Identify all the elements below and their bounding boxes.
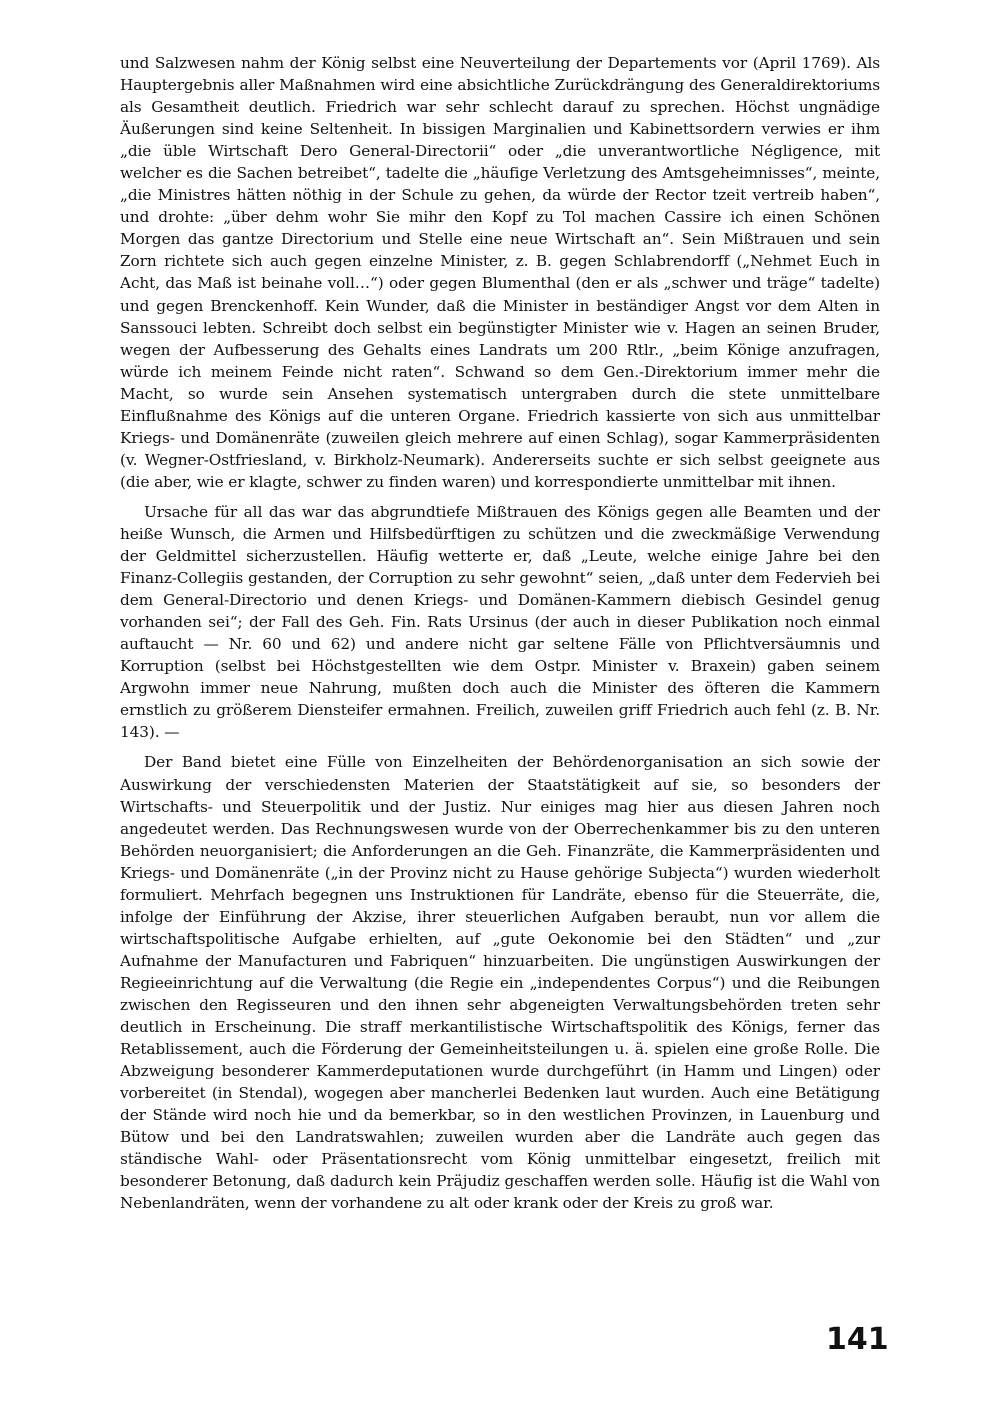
page-number: 141 xyxy=(826,1322,889,1357)
paragraph-1: und Salzwesen nahm der König selbst eine Neuverteilung der Departements vor (April 1769). Als Hauptergebnis aller Maßnahmen wird eine absichtliche Zurückdrängung des Generaldirektoriums als Gesamtheit deutlich. Friedrich war sehr schlecht darauf zu sprechen. Höchst ungnädige Äußerungen sind keine Seltenheit. In bissigen Marginalien und Kabinettsordern verwies er ihm „die üble Wirtschaft Dero General-Directorii“ oder „die unverantwortliche Négligence, mit welcher es die Sachen betreibet“, tadelte die „häufige Verletzung des Amtsgeheimnisses“, meinte, „die Ministres hätten nöthig in der Schule zu gehen, da würde der Rector tzeit vertreib haben“, und drohte: „über dehm wohr Sie mihr den Kopf zu Tol machen Cassire ich einen Schönen Morgen das gantze Directorium und Stelle eine neue Wirtschaft an“. Sein Mißtrauen und sein Zorn richtete sich auch gegen einzelne Minister, z. B. gegen Schlabrendorff („Nehmet Euch in Acht, das Maß ist beinahe voll…“) oder gegen Blumenthal (den er als „schwer und träge“ tadelte) und gegen Brenckenhoff. Kein Wunder, daß die Minister in beständiger Angst vor dem Alten in Sanssouci lebten. Schreibt doch selbst ein begünstigter Minister wie v. Hagen an seinen Bruder, wegen der Aufbesserung des Gehalts eines Landrats um 200 Rtlr., „beim Könige anzufragen, würde ich meinem Feinde nicht raten“. Schwand so dem Gen.-Direktorium immer mehr die Macht, so wurde sein Ansehen systematisch untergraben durch die stete unmittelbare Einflußnahme des Königs auf die unteren Organe. Friedrich kassierte von sich aus unmittelbar Kriegs- und Domänenräte (zuweilen gleich mehrere auf einen Schlag), sogar Kammerpräsidenten (v. Wegner-Ostfriesland, v. Birkholz-Neumark). Andererseits suchte er sich selbst geeignete aus (die aber, wie er klagte, schwer zu finden waren) und korrespondierte unmittelbar mit ihnen. xyxy=(120,54,880,491)
page-body xyxy=(120,52,880,1214)
paragraph-3: Der Band bietet eine Fülle von Einzelheiten der Behördenorganisation an sich sowie der Auswirkung der verschiedensten Materien der Staatstätigkeit auf sie, so besonders der Wirtschafts- und Steuerpolitik und der Justiz. Nur einiges mag hier aus diesen Jahren noch angedeutet werden. Das Rechnungswesen wurde von der Oberrechenkammer bis zu den unteren Behörden neuorganisiert; die Anforderungen an die Geh. Finanzräte, die Kammerpräsidenten und Kriegs- und Domänenräte („in der Provinz nicht zu Hause gehörige Subjecta“) wurden wiederholt formuliert. Mehrfach begegnen uns Instruktionen für Landräte, ebenso für die Steuerräte, die, infolge der Einführung der Akzise, ihrer steuerlichen Aufgaben beraubt, nun vor allem die wirtschaftspolitische Aufgabe erhielten, auf „gute Oekonomie bei den Städten“ und „zur Aufnahme der Manufacturen und Fabriquen“ hinzuarbeiten. Die ungünstigen Auswirkungen der Regieeinrichtung auf die Verwaltung (die Regie ein „independentes Corpus“) und die Reibungen zwischen den Regisseuren und den ihnen sehr abgeneigten Verwaltungsbehörden treten sehr deutlich in Erscheinung. Die straff merkantilistische Wirtschaftspolitik des Königs, ferner das Retablissement, auch die Förderung der Gemeinheitsteilungen u. ä. spielen eine große Rolle. Die Abzweigung besonderer Kammerdeputationen wurde durchgeführt (in Hamm und Lingen) oder vorbereitet (in Stendal), wogegen aber mancherlei Bedenken laut wurden. Auch eine Betätigung der Stände wird noch hie und da bemerkbar, so in den westlichen Provinzen, in Lauenburg und Bütow und bei den Landratswahlen; zuweilen wurden aber die Landräte auch gegen das ständische Wahl- oder Präsentationsrecht vom König unmittelbar eingesetzt, freilich mit besonderer Betonung, daß dadurch kein Präjudiz geschaffen werden solle. Häufig ist die Wahl von Nebenlandräten, wenn der vorhandene zu alt oder krank oder der Kreis zu groß war. xyxy=(120,753,880,1213)
paragraph-2: Ursache für all das war das abgrundtiefe Mißtrauen des Königs gegen alle Beamten und der heiße Wunsch, die Armen und Hilfsbedürftigen zu schützen und die zweckmäßige Verwendung der Geldmittel sicherzustellen. Häufig wetterte er, daß „Leute, welche einige Jahre bei den Finanz-Collegiis gestanden, der Corruption zu sehr gewohnt“ seien, „daß unter dem Federvieh bei dem General-Directorio und denen Kriegs- und Domänen-Kammern diebisch Gesindel genug vorhanden sei“; der Fall des Geh. Fin. Rats Ursinus (der auch in dieser Publikation noch einmal auftaucht — Nr. 60 und 62) und andere nicht gar seltene Fälle von Pflichtversäumnis und Korruption (selbst bei Höchstgestellten wie dem Ostpr. Minister v. Braxein) gaben seinem Argwohn immer neue Nahrung, mußten doch auch die Minister des öfteren die Kammern ernstlich zu größerem Diensteifer ermahnen. Freilich, zuweilen griff Friedrich auch fehl (z. B. Nr. 143). — xyxy=(120,502,880,742)
